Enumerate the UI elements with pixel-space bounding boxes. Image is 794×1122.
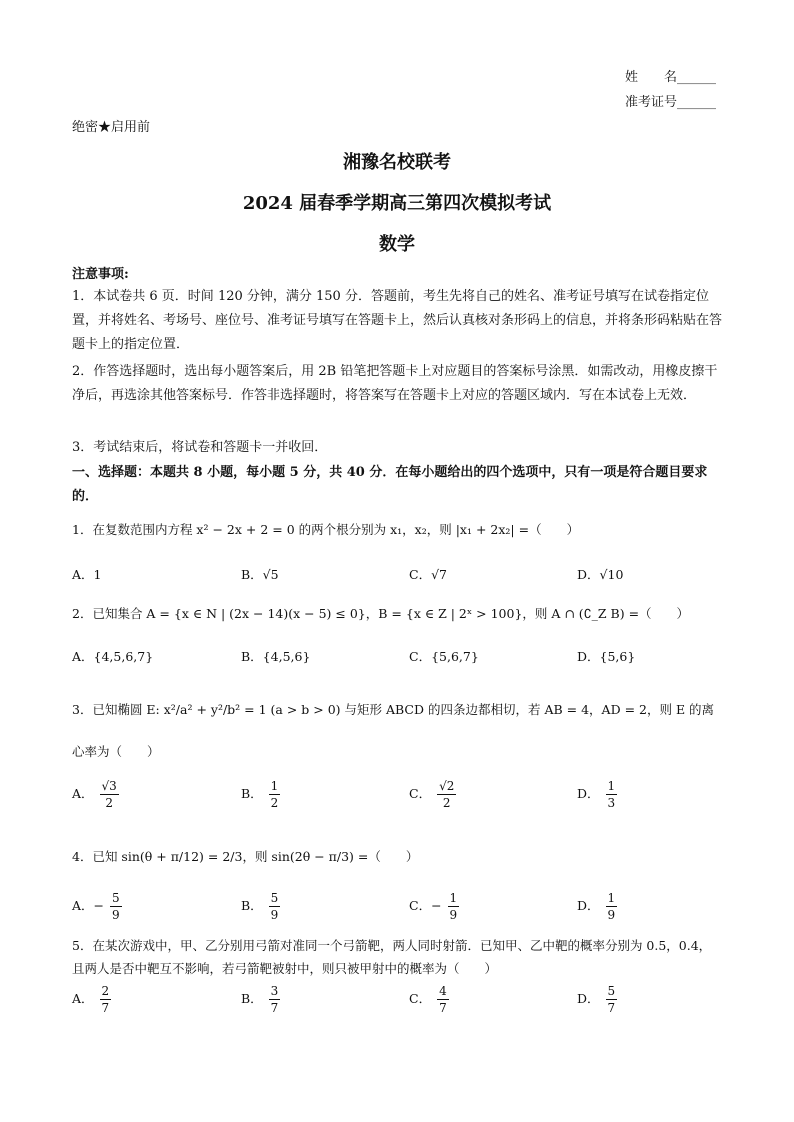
q1-option-d[interactable]: D．√10 xyxy=(577,567,624,582)
q4-option-c[interactable] xyxy=(409,890,461,923)
name-field: 姓 名______ xyxy=(625,70,717,85)
fraction: $\frac{3}{7}$ xyxy=(270,984,279,1015)
question-5-stem: 5．在某次游戏中，甲、乙分别用弓箭对准同一个弓箭靶，两人同时射箭．已知甲、乙中靶的概率分别为 0.5，0.4，且两人是否中靶互不影响，若弓箭靶被射中，则只被甲射中的概率为（ ） xyxy=(72,938,712,976)
q2-option-c[interactable]: C．{5,6,7} xyxy=(409,649,479,664)
q3-option-c[interactable] xyxy=(409,778,458,811)
q5-option-c[interactable] xyxy=(409,983,451,1016)
option-letter: B． xyxy=(241,898,263,913)
question-4-stem: 4．已知 sin(θ + π/12) = 2/3，则 sin(2θ − π/3) =（ ） xyxy=(72,849,419,864)
q4-option-d[interactable] xyxy=(577,890,619,923)
question-3-stem-cont: 心率为（ ） xyxy=(72,744,160,759)
option-letter: B． xyxy=(241,786,263,801)
option-letter: D． xyxy=(577,898,600,913)
exam-title-2: 2024 届春季学期高三第四次模拟考试 xyxy=(242,193,552,214)
q1-option-c[interactable]: C．√7 xyxy=(409,567,447,582)
fraction: $\frac{5}{9}$ xyxy=(112,891,120,922)
fraction: $\frac{1}{9}$ xyxy=(449,891,458,922)
question-1-stem: 1．在复数范围内方程 x² − 2x + 2 = 0 的两个根分别为 x₁，x₂，则 |x₁ + 2x₂| =（ ） xyxy=(72,522,580,537)
note-item: 1．本试卷共 6 页．时间 120 分钟，满分 150 分．答题前，考生先将自己的姓名、准考证号填写在试卷指定位置，并将姓名、考场号、座位号、准考证号填写在答题卡上，然后认真核对条形码上的信息，并将条形码粘贴在答题卡上的指定位置． xyxy=(72,289,723,352)
fraction: $\frac{5}{9}$ xyxy=(270,891,279,922)
q5-option-a[interactable] xyxy=(72,983,113,1016)
q4-option-a[interactable] xyxy=(72,890,124,923)
question-3-stem: 3．已知椭圆 E: x²/a² + y²/b² = 1 (a > b > 0) 与矩形 ABCD 的四条边都相切，若 AB = 4，AD = 2，则 E 的离 xyxy=(72,702,715,717)
q5-option-b[interactable] xyxy=(241,983,282,1016)
fraction: $\frac{1}{3}$ xyxy=(607,779,616,810)
subject-title: 数学 xyxy=(379,234,415,255)
q1-option-a[interactable]: A．1 xyxy=(72,567,102,582)
option-letter: C． xyxy=(409,991,432,1006)
section-heading: 一、选择题：本题共 8 小题，每小题 5 分，共 40 分．在每小题给出的四个选项中，只有一项是符合题目要求的． xyxy=(72,465,708,504)
option-letter: A． xyxy=(72,786,94,801)
fraction: $\frac{1}{2}$ xyxy=(270,779,279,810)
fraction: $\frac{4}{7}$ xyxy=(439,984,447,1015)
option-letter: B． xyxy=(241,991,263,1006)
q1-option-b[interactable]: B．√5 xyxy=(241,567,279,582)
notes-heading: 注意事项: xyxy=(72,267,129,282)
option-letter: A． xyxy=(72,991,94,1006)
q3-option-d[interactable] xyxy=(577,778,619,811)
exam-title-1: 湘豫名校联考 xyxy=(343,152,451,173)
q2-option-a[interactable]: A．{4,5,6,7} xyxy=(72,649,154,664)
fraction: $\frac{5}{7}$ xyxy=(607,984,616,1015)
q3-option-b[interactable] xyxy=(241,778,282,811)
exam-id-field: 准考证号______ xyxy=(625,95,717,110)
option-letter: A．− xyxy=(72,898,105,913)
option-letter: D． xyxy=(577,786,600,801)
q2-option-d[interactable]: D．{5,6} xyxy=(577,649,636,664)
confidential-label: 绝密★启用前 xyxy=(72,120,151,135)
option-letter: C．− xyxy=(409,898,442,913)
q4-option-b[interactable] xyxy=(241,890,282,923)
q5-option-d[interactable] xyxy=(577,983,619,1016)
question-2-stem: 2．已知集合 A = {x ∈ N | (2x − 14)(x − 5) ≤ 0}，B = {x ∈ Z | 2ˣ > 100}，则 A ∩ (∁_Z B) =（ ） xyxy=(72,606,690,621)
fraction: $\frac{√2}{2}$ xyxy=(439,779,455,810)
q3-option-a[interactable] xyxy=(72,778,121,811)
option-letter: D． xyxy=(577,991,600,1006)
fraction: $\frac{1}{9}$ xyxy=(607,891,616,922)
q2-option-b[interactable]: B．{4,5,6} xyxy=(241,649,311,664)
note-item: 2．作答选择题时，选出每小题答案后，用 2B 铅笔把答题卡上对应题目的答案标号涂黑．如需改动，用橡皮擦干净后，再选涂其他答案标号．作答非选择题时，将答案写在答题卡上对应的答题区域内．写在本试卷上无效． xyxy=(72,364,718,403)
note-item: 3．考试结束后，将试卷和答题卡一并收回． xyxy=(72,440,328,455)
fraction: $\frac{2}{7}$ xyxy=(101,984,110,1015)
option-letter: C． xyxy=(409,786,432,801)
fraction: $\frac{√3}{2}$ xyxy=(101,779,117,810)
